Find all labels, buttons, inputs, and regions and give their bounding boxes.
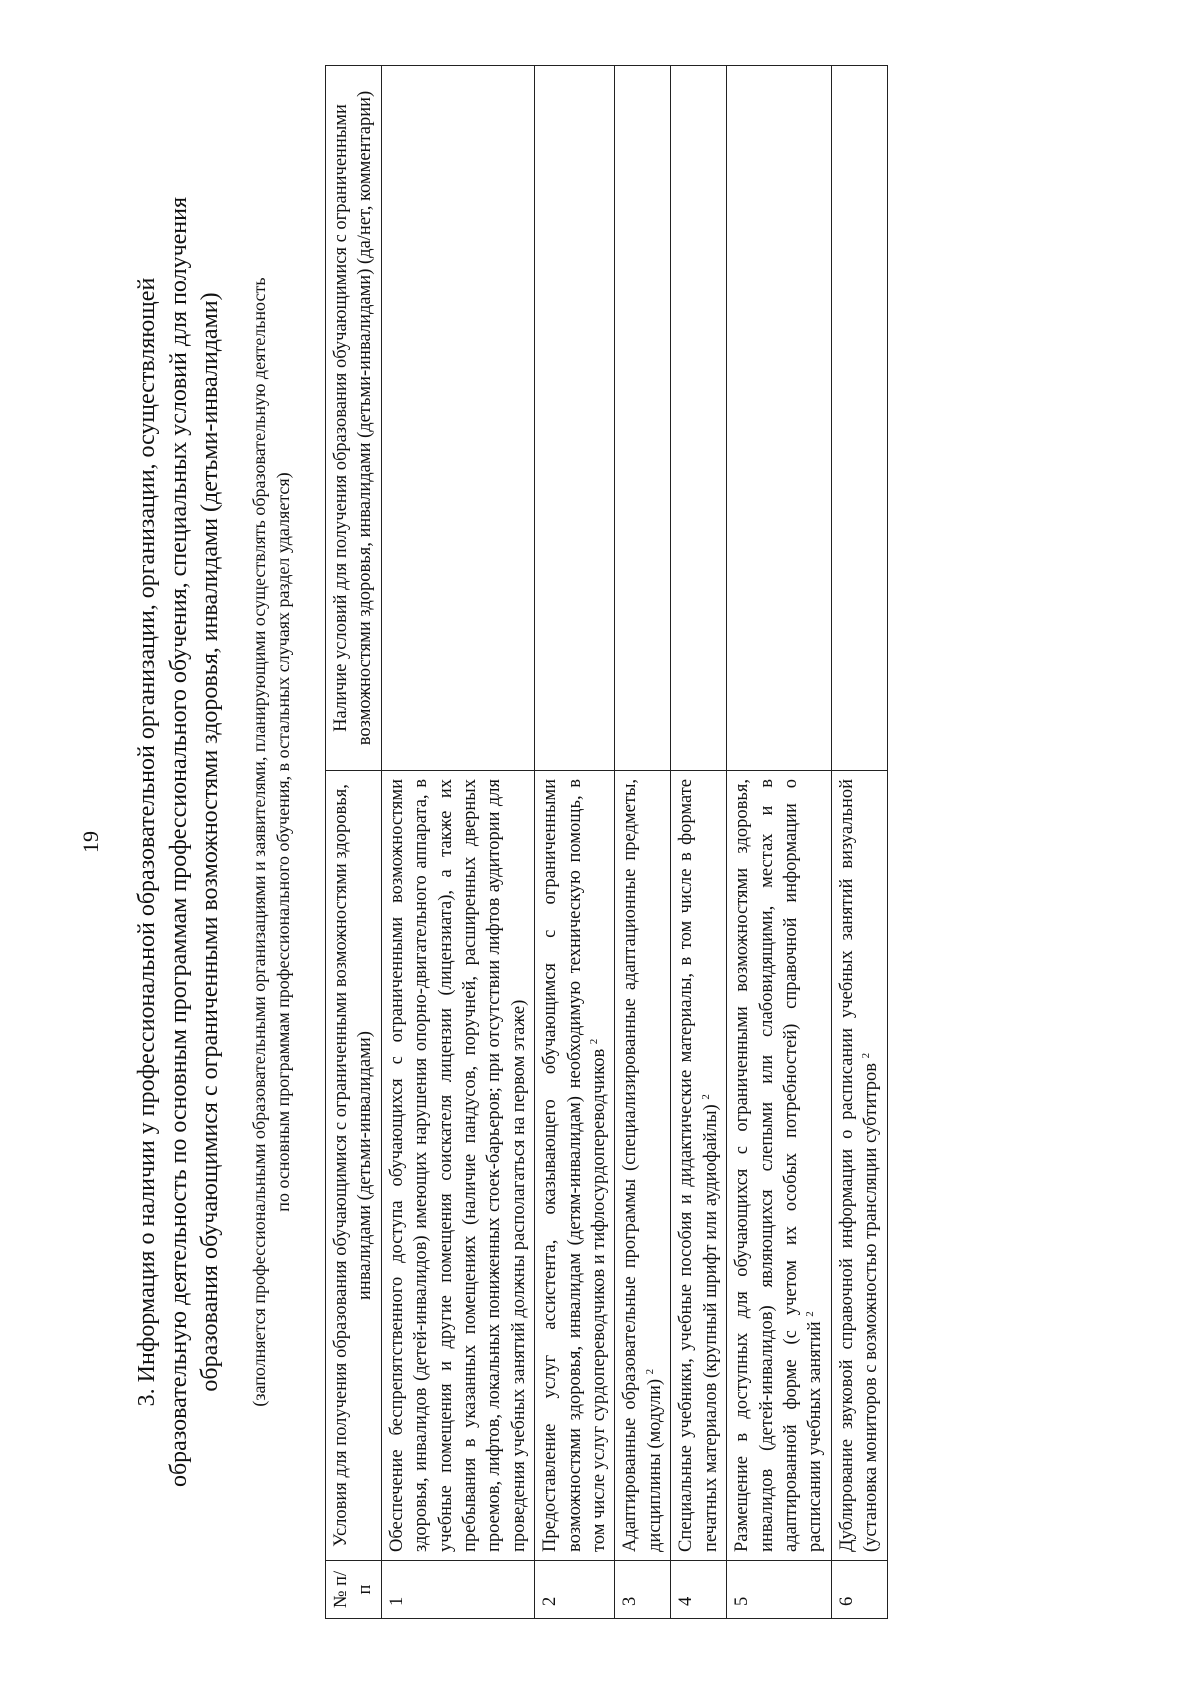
row-condition-text: Обеспечение беспрепятственного доступа обучающихся с ограниченными возможностями здоровья, инвалидов (детей-инвалидов) имеющих нарушения опорно-двигательного аппарата, в учебные помещения и другие помещения соискателя лицензии (лицензиата), а также их пребывания в указанных помещениях (наличие пандусов, поручней, расширенных дверных проемов, лифтов, локальных пониженных стоек-барьеров; при отсутствии лифтов аудитории для проведения учебных занятий должны располагаться на первом этаже) [386,779,529,1552]
table-row [671,66,727,1619]
footnote-marker: 2 [643,1368,656,1375]
row-condition-text: Предоставление услуг ассистента, оказывающего обучающимся с ограниченными возможностями здоровья, инвалидам (детям-инвалидам) необходимую техническую помощь, в том числе услуг сурдопереводчиков и тифлосурдопереводчиков [540,779,610,1552]
table-row [615,66,671,1619]
table-header-row [326,66,382,1619]
row-condition [381,771,534,1561]
row-condition [727,771,832,1561]
row-condition [671,771,727,1561]
section-note-line: (заполняется профессиональными образовательными организациями и заявителями, планирующими осуществлять образовательную деятельность [249,277,269,1407]
row-condition [535,771,615,1561]
row-availability-cell[interactable] [381,66,534,771]
section-note-line: по основным программам профессионального обучения, в остальных случаях раздел удаляется) [272,472,293,1212]
header-num: № п/п [326,1561,382,1619]
footnote-marker: 2 [587,1038,600,1045]
row-availability-cell[interactable] [727,66,832,771]
row-num: 1 [381,1561,534,1619]
section-title-line: образования обучающимися с ограниченными возможностями здоровья, инвалидами (детьми-инвалидами) [197,292,224,1392]
table-row [535,66,615,1619]
page-number: 19 [78,831,103,853]
row-num: 5 [727,1561,832,1619]
header-availability: Наличие условий для получения образования обучающимися с ограниченными возможностями здоровья, инвалидами (детьми-инвалидами) (да/нет, комментарии) [326,66,382,771]
row-num: 4 [671,1561,727,1619]
row-availability-cell[interactable] [671,66,727,771]
table-row [831,66,887,1619]
row-condition [615,771,671,1561]
row-condition-text: Дублирование звуковой справочной информации о расписании учебных занятий визуальной (установка мониторов с возможностью трансляции субтитров [836,779,882,1552]
footnote-marker: 2 [804,1311,817,1317]
row-condition-text: Специальные учебники, учебные пособия и дидактические материалы, в том числе в формате печатных материалов (крупный шрифт или аудиофайлы) [676,779,721,1552]
table-row [381,66,534,1619]
conditions-table [325,65,888,1619]
table-row [727,66,832,1619]
row-availability-cell[interactable] [831,66,887,771]
section-note [248,60,296,1624]
section-title-line: образовательную деятельность по основным программам профессионального обучения, специальных условий для получения [165,196,192,1488]
row-num: 6 [831,1561,887,1619]
row-availability-cell[interactable] [615,66,671,771]
header-conditions: Условия для получения образования обучающимися с ограниченными возможностями здоровья, инвалидами (детьми-инвалидами) [326,771,382,1561]
row-condition-text: Адаптированные образовательные программы (специализированные адаптационные предметы, дисциплины (модули) [620,779,665,1552]
row-availability-cell[interactable] [535,66,615,771]
section-title [132,60,227,1624]
row-condition-text: Размещение в доступных для обучающихся с ограниченными возможностями здоровья, инвалидов (детей-инвалидов) являющихся слепыми или слабовидящими, местах и в адаптированной форме (с учетом их особых потребностей) справочной информации о расписании учебных занятий [732,779,826,1552]
section-title-line: 3. Информация о наличии у профессиональной образовательной организации, организации, осуществляющей [134,277,160,1407]
row-num: 2 [535,1561,615,1619]
footnote-marker: 2 [859,1052,872,1059]
row-condition [831,771,887,1561]
footnote-marker: 2 [699,1094,712,1100]
row-num: 3 [615,1561,671,1619]
